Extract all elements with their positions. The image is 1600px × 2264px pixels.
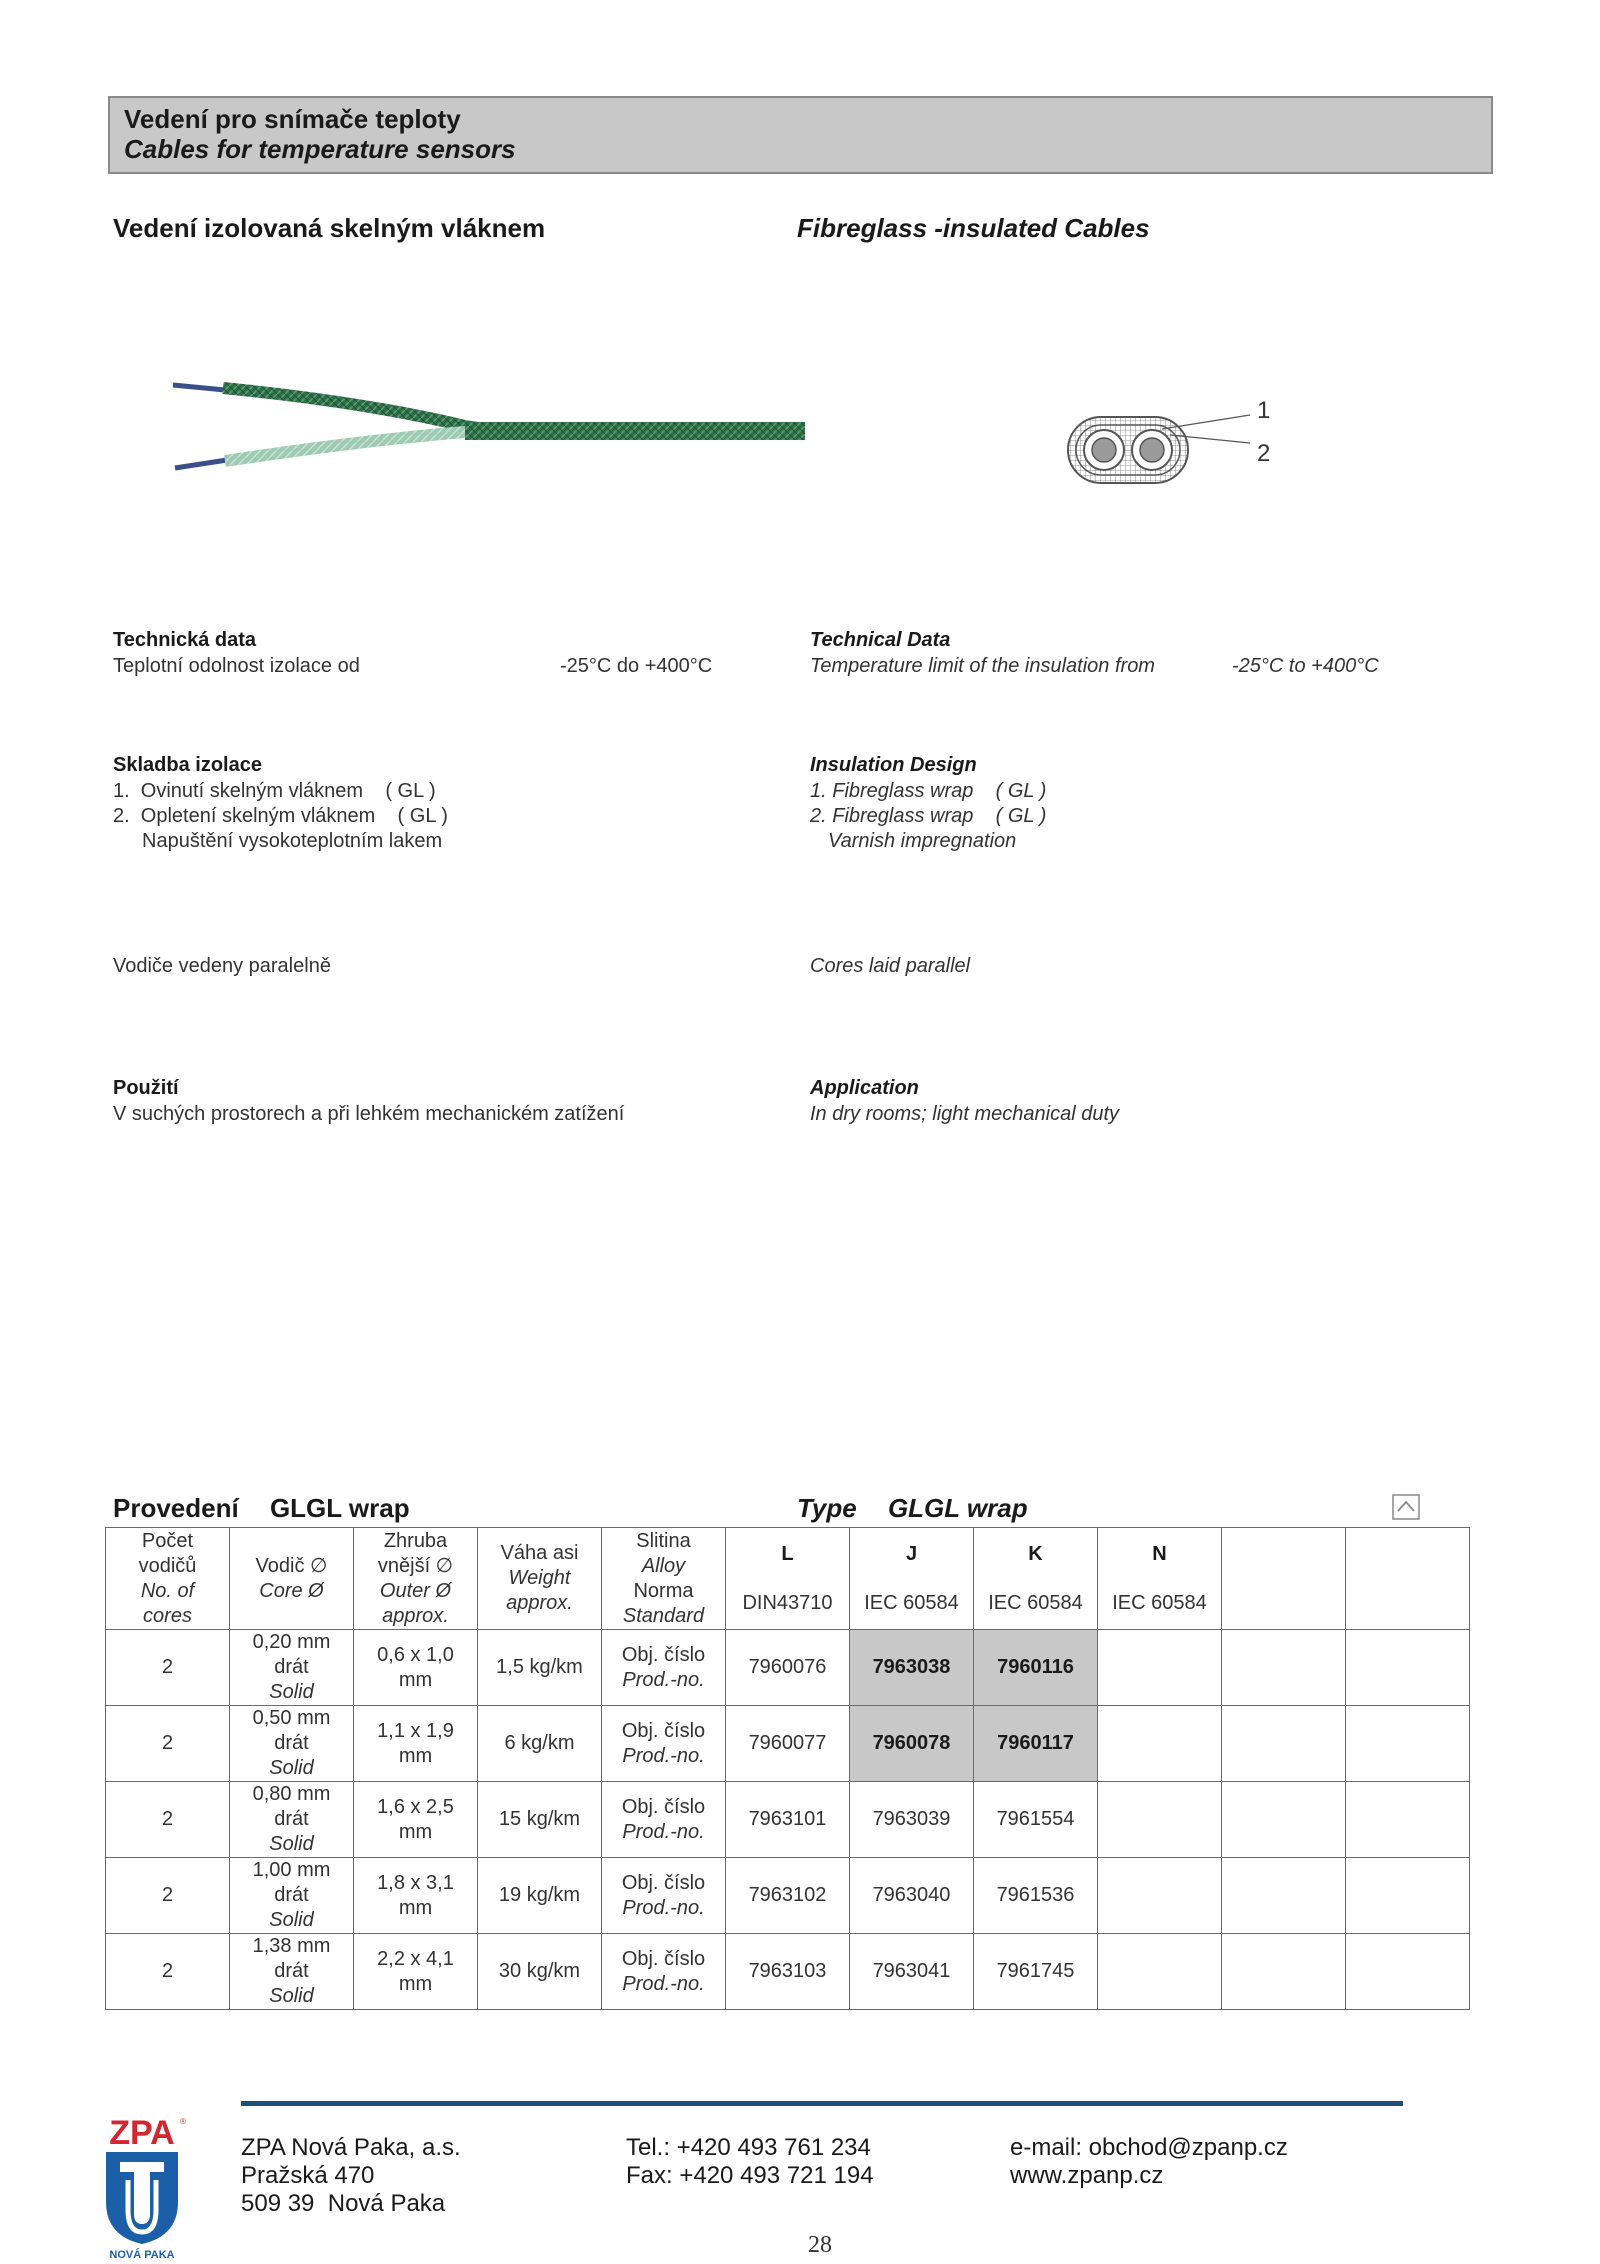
footer-tel: Tel.: +420 493 761 234 [626,2134,871,2161]
cell-cores [106,1782,230,1858]
prodno-label-en: Prod.-no. [622,1668,705,1691]
head-empty-2 [1346,1528,1470,1630]
cell-empty-2 [1346,1782,1470,1858]
prodno-J: 7960078 [872,1732,951,1754]
cell-empty-2 [1346,1934,1470,2010]
outer-unit: mm [398,1972,433,1995]
footer-company: ZPA Nová Paka, a.s. [241,2134,461,2161]
prodno-label-en: Prod.-no. [622,1820,705,1843]
cores-text-cz: Vodiče vedeny paralelně [113,955,331,977]
cell-weight [478,1934,602,2010]
head-norm-cz: Norma [633,1579,694,1602]
cell-J [850,1706,974,1782]
cell-outer [354,1782,478,1858]
cores-value: 2 [161,1732,174,1754]
head-outer-cz1: Zhruba [383,1529,448,1552]
cable-image [165,370,815,480]
cell-empty-1 [1222,1706,1346,1782]
footer-city: 509 39 Nová Paka [241,2190,446,2217]
footer-email[interactable]: e-mail: obchod@zpanp.cz [1010,2134,1288,2161]
prodno-L: 7960076 [748,1656,827,1678]
prodno-label-cz: Obj. číslo [621,1795,706,1818]
prodno-J: 7963039 [872,1808,951,1830]
insulation-line3-en: Varnish impregnation [828,830,1017,852]
table-row [106,1782,1470,1858]
collapse-up-icon[interactable] [1392,1494,1420,1520]
cell-core [230,1706,354,1782]
weight-value: 30 kg/km [498,1960,581,1982]
head-outer-en1: Outer Ø [379,1579,452,1602]
tech-text-en: Temperature limit of the insulation from [810,655,1155,677]
core-type-en: Solid [269,1757,314,1779]
head-cores-cz2: vodičů [138,1554,197,1577]
head-L-label: L [781,1542,794,1565]
prodno-K: 7961745 [996,1960,1075,1982]
insulation-line2-en: 2. Fibreglass wrap ( GL ) [810,805,1047,827]
cell-K [974,1934,1098,2010]
tech-label-en: Technical Data [810,629,951,651]
insulation-label-en: Insulation Design [810,754,977,776]
cell-J [850,1934,974,2010]
svg-text:ZPA: ZPA [109,2114,175,2152]
core-diameter: 1,00 mm [252,1859,331,1881]
footer-web[interactable]: www.zpanp.cz [1010,2162,1164,2189]
head-J-label: J [905,1542,918,1565]
head-weight-en2: approx. [506,1592,573,1614]
cell-weight [478,1858,602,1934]
cell-prodno [602,1630,726,1706]
table-title-en-a: Type [797,1493,857,1523]
table-row [106,1706,1470,1782]
zpa-logo [100,2110,184,2260]
head-empty-1 [1222,1528,1346,1630]
table-title-en [797,1493,1028,1524]
head-weight-en1: Weight [508,1567,571,1589]
head-alloy-cz: Slitina [636,1529,691,1552]
cell-prodno [602,1858,726,1934]
cell-empty-2 [1346,1706,1470,1782]
application-label-cz: Použití [113,1077,179,1099]
core-diameter: 0,50 mm [252,1707,331,1729]
head-J [850,1528,974,1630]
head-alloy [602,1528,726,1630]
cores-value: 2 [161,1884,174,1906]
core-type-en: Solid [269,1909,314,1931]
outer-dimension: 1,6 x 2,5 [377,1795,454,1818]
table-header-row [106,1528,1470,1630]
cell-empty-1 [1222,1782,1346,1858]
svg-text:NOVÁ PAKA: NOVÁ PAKA [109,2249,175,2261]
outer-unit: mm [398,1896,433,1919]
cell-J [850,1782,974,1858]
tech-label-cz: Technická data [113,629,257,651]
application-label-en: Application [810,1077,919,1099]
prodno-label-cz: Obj. číslo [621,1643,706,1666]
cell-outer [354,1706,478,1782]
outer-dimension: 2,2 x 4,1 [377,1947,454,1970]
prodno-L: 7963103 [748,1960,827,1982]
outer-unit: mm [398,1668,433,1691]
core-type-en: Solid [269,1681,314,1703]
outer-dimension: 1,8 x 3,1 [377,1871,454,1894]
outer-unit: mm [398,1744,433,1767]
head-N [1098,1528,1222,1630]
table-title-en-b: GLGL wrap [887,1493,1028,1523]
weight-value: 19 kg/km [498,1884,581,1906]
section-title-cz: Vedení izolovaná skelným vláknem [113,213,546,243]
prodno-K: 7961536 [996,1884,1075,1906]
cores-value: 2 [161,1808,174,1830]
core-type-en: Solid [269,1833,314,1855]
head-outer-cz2: vnější ∅ [377,1554,454,1577]
page-number: 28 [808,2232,832,2258]
head-core-cz: Vodič ∅ [255,1554,328,1577]
head-K-label: K [1028,1542,1043,1565]
cell-L [726,1630,850,1706]
svg-text:®: ® [180,2117,186,2126]
core-diameter: 0,20 mm [252,1631,331,1653]
head-K-std: IEC 60584 [988,1591,1083,1614]
prodno-label-cz: Obj. číslo [621,1947,706,1970]
prodno-J: 7963040 [872,1884,951,1906]
weight-value: 6 kg/km [504,1732,575,1754]
cell-cores [106,1630,230,1706]
cell-empty-1 [1222,1630,1346,1706]
core-type-cz: drát [274,1732,309,1754]
cell-K [974,1858,1098,1934]
table-row [106,1934,1470,2010]
head-L-std: DIN43710 [742,1591,833,1614]
prodno-L: 7963101 [748,1808,827,1830]
cores-value: 2 [161,1656,174,1678]
cell-weight [478,1630,602,1706]
insulation-label-cz: Skladba izolace [113,754,262,776]
core-type-cz: drát [274,1884,309,1906]
head-cores [106,1528,230,1630]
outer-unit: mm [398,1820,433,1843]
cell-prodno [602,1706,726,1782]
footer-divider [241,2101,1403,2106]
head-cores-en2: cores [143,1604,192,1627]
core-diameter: 0,80 mm [252,1783,331,1805]
head-outer-en2: approx. [382,1604,449,1627]
cell-N [1098,1630,1222,1706]
head-alloy-en: Alloy [641,1554,686,1577]
prodno-J: 7963038 [872,1656,951,1678]
head-N-label: N [1152,1542,1167,1565]
prodno-label-cz: Obj. číslo [621,1871,706,1894]
core-type-en: Solid [269,1985,314,2007]
cell-weight [478,1782,602,1858]
cell-cores [106,1858,230,1934]
prodno-L: 7963102 [748,1884,827,1906]
cell-K [974,1630,1098,1706]
cell-cores [106,1934,230,2010]
cell-L [726,1706,850,1782]
head-weight-cz: Váha asi [500,1542,579,1564]
diagram-label-2: 2 [1257,440,1271,467]
cell-prodno [602,1782,726,1858]
cell-empty-1 [1222,1858,1346,1934]
prodno-label-en: Prod.-no. [622,1972,705,1995]
cell-prodno [602,1934,726,2010]
tech-value-cz: -25°C do +400°C [560,655,713,677]
head-cores-cz1: Počet [141,1529,194,1552]
tech-value-en: -25°C to +400°C [1232,655,1379,677]
page-header [108,96,1493,174]
section-title-en: Fibreglass -insulated Cables [797,213,1150,243]
head-norm-en: Standard [622,1604,705,1627]
head-outer [354,1528,478,1630]
cell-empty-2 [1346,1858,1470,1934]
prodno-K: 7960117 [997,1732,1074,1754]
table-title-cz-a: Provedení [113,1493,239,1523]
prodno-label-en: Prod.-no. [622,1896,705,1919]
insulation-line1-cz: 1. Ovinutí skelným vláknem ( GL ) [113,780,436,802]
table-row [106,1858,1470,1934]
header-title-en: Cables for temperature sensors [124,134,516,164]
head-cores-en1: No. of [140,1579,195,1602]
head-weight [478,1528,602,1630]
footer-fax: Fax: +420 493 721 194 [626,2162,874,2189]
cell-empty-1 [1222,1934,1346,2010]
cell-N [1098,1782,1222,1858]
cell-core [230,1934,354,2010]
head-core [230,1528,354,1630]
cell-core [230,1782,354,1858]
prodno-L: 7960077 [748,1732,827,1754]
diagram-label-1: 1 [1257,397,1271,424]
outer-dimension: 0,6 x 1,0 [377,1643,454,1666]
cell-L [726,1858,850,1934]
head-K [974,1528,1098,1630]
cell-K [974,1782,1098,1858]
cell-weight [478,1706,602,1782]
cores-text-en: Cores laid parallel [810,955,971,977]
cross-section-diagram [1060,395,1280,495]
prodno-J: 7963041 [872,1960,951,1982]
cell-J [850,1858,974,1934]
core-diameter: 1,38 mm [252,1935,331,1957]
cell-outer [354,1858,478,1934]
cell-outer [354,1630,478,1706]
prodno-label-en: Prod.-no. [622,1744,705,1767]
head-L [726,1528,850,1630]
outer-dimension: 1,1 x 1,9 [377,1719,454,1742]
prodno-label-cz: Obj. číslo [621,1719,706,1742]
cell-core [230,1630,354,1706]
core-type-cz: drát [274,1808,309,1830]
application-text-cz: V suchých prostorech a při lehkém mechanickém zatížení [113,1103,625,1125]
cell-N [1098,1934,1222,2010]
insulation-line1-en: 1. Fibreglass wrap ( GL ) [810,780,1047,802]
insulation-line2-cz: 2. Opletení skelným vláknem ( GL ) [113,805,448,827]
cell-empty-2 [1346,1630,1470,1706]
head-N-std: IEC 60584 [1112,1591,1207,1614]
footer-street: Pražská 470 [241,2162,375,2189]
prodno-K: 7961554 [996,1808,1075,1830]
application-text-en: In dry rooms; light mechanical duty [810,1103,1120,1125]
weight-value: 1,5 kg/km [496,1656,583,1678]
cell-L [726,1782,850,1858]
table-row [106,1630,1470,1706]
cell-N [1098,1706,1222,1782]
cell-L [726,1934,850,2010]
cores-value: 2 [161,1960,174,1982]
prodno-K: 7960116 [997,1656,1074,1678]
tech-text-cz: Teplotní odolnost izolace od [113,655,360,677]
cell-core [230,1858,354,1934]
cell-N [1098,1858,1222,1934]
header-title-cz: Vedení pro snímače teploty [124,104,461,134]
core-type-cz: drát [274,1656,309,1678]
head-core-en: Core Ø [259,1579,324,1602]
table-title-cz-b: GLGL wrap [269,1493,410,1523]
cell-outer [354,1934,478,2010]
insulation-line3-cz: Napuštění vysokoteplotním lakem [142,830,443,852]
weight-value: 15 kg/km [498,1808,581,1830]
cell-J [850,1630,974,1706]
table-title-cz [113,1493,410,1524]
head-J-std: IEC 60584 [864,1591,959,1614]
spec-table [105,1527,1470,2010]
cell-cores [106,1706,230,1782]
cell-K [974,1706,1098,1782]
core-type-cz: drát [274,1960,309,1982]
